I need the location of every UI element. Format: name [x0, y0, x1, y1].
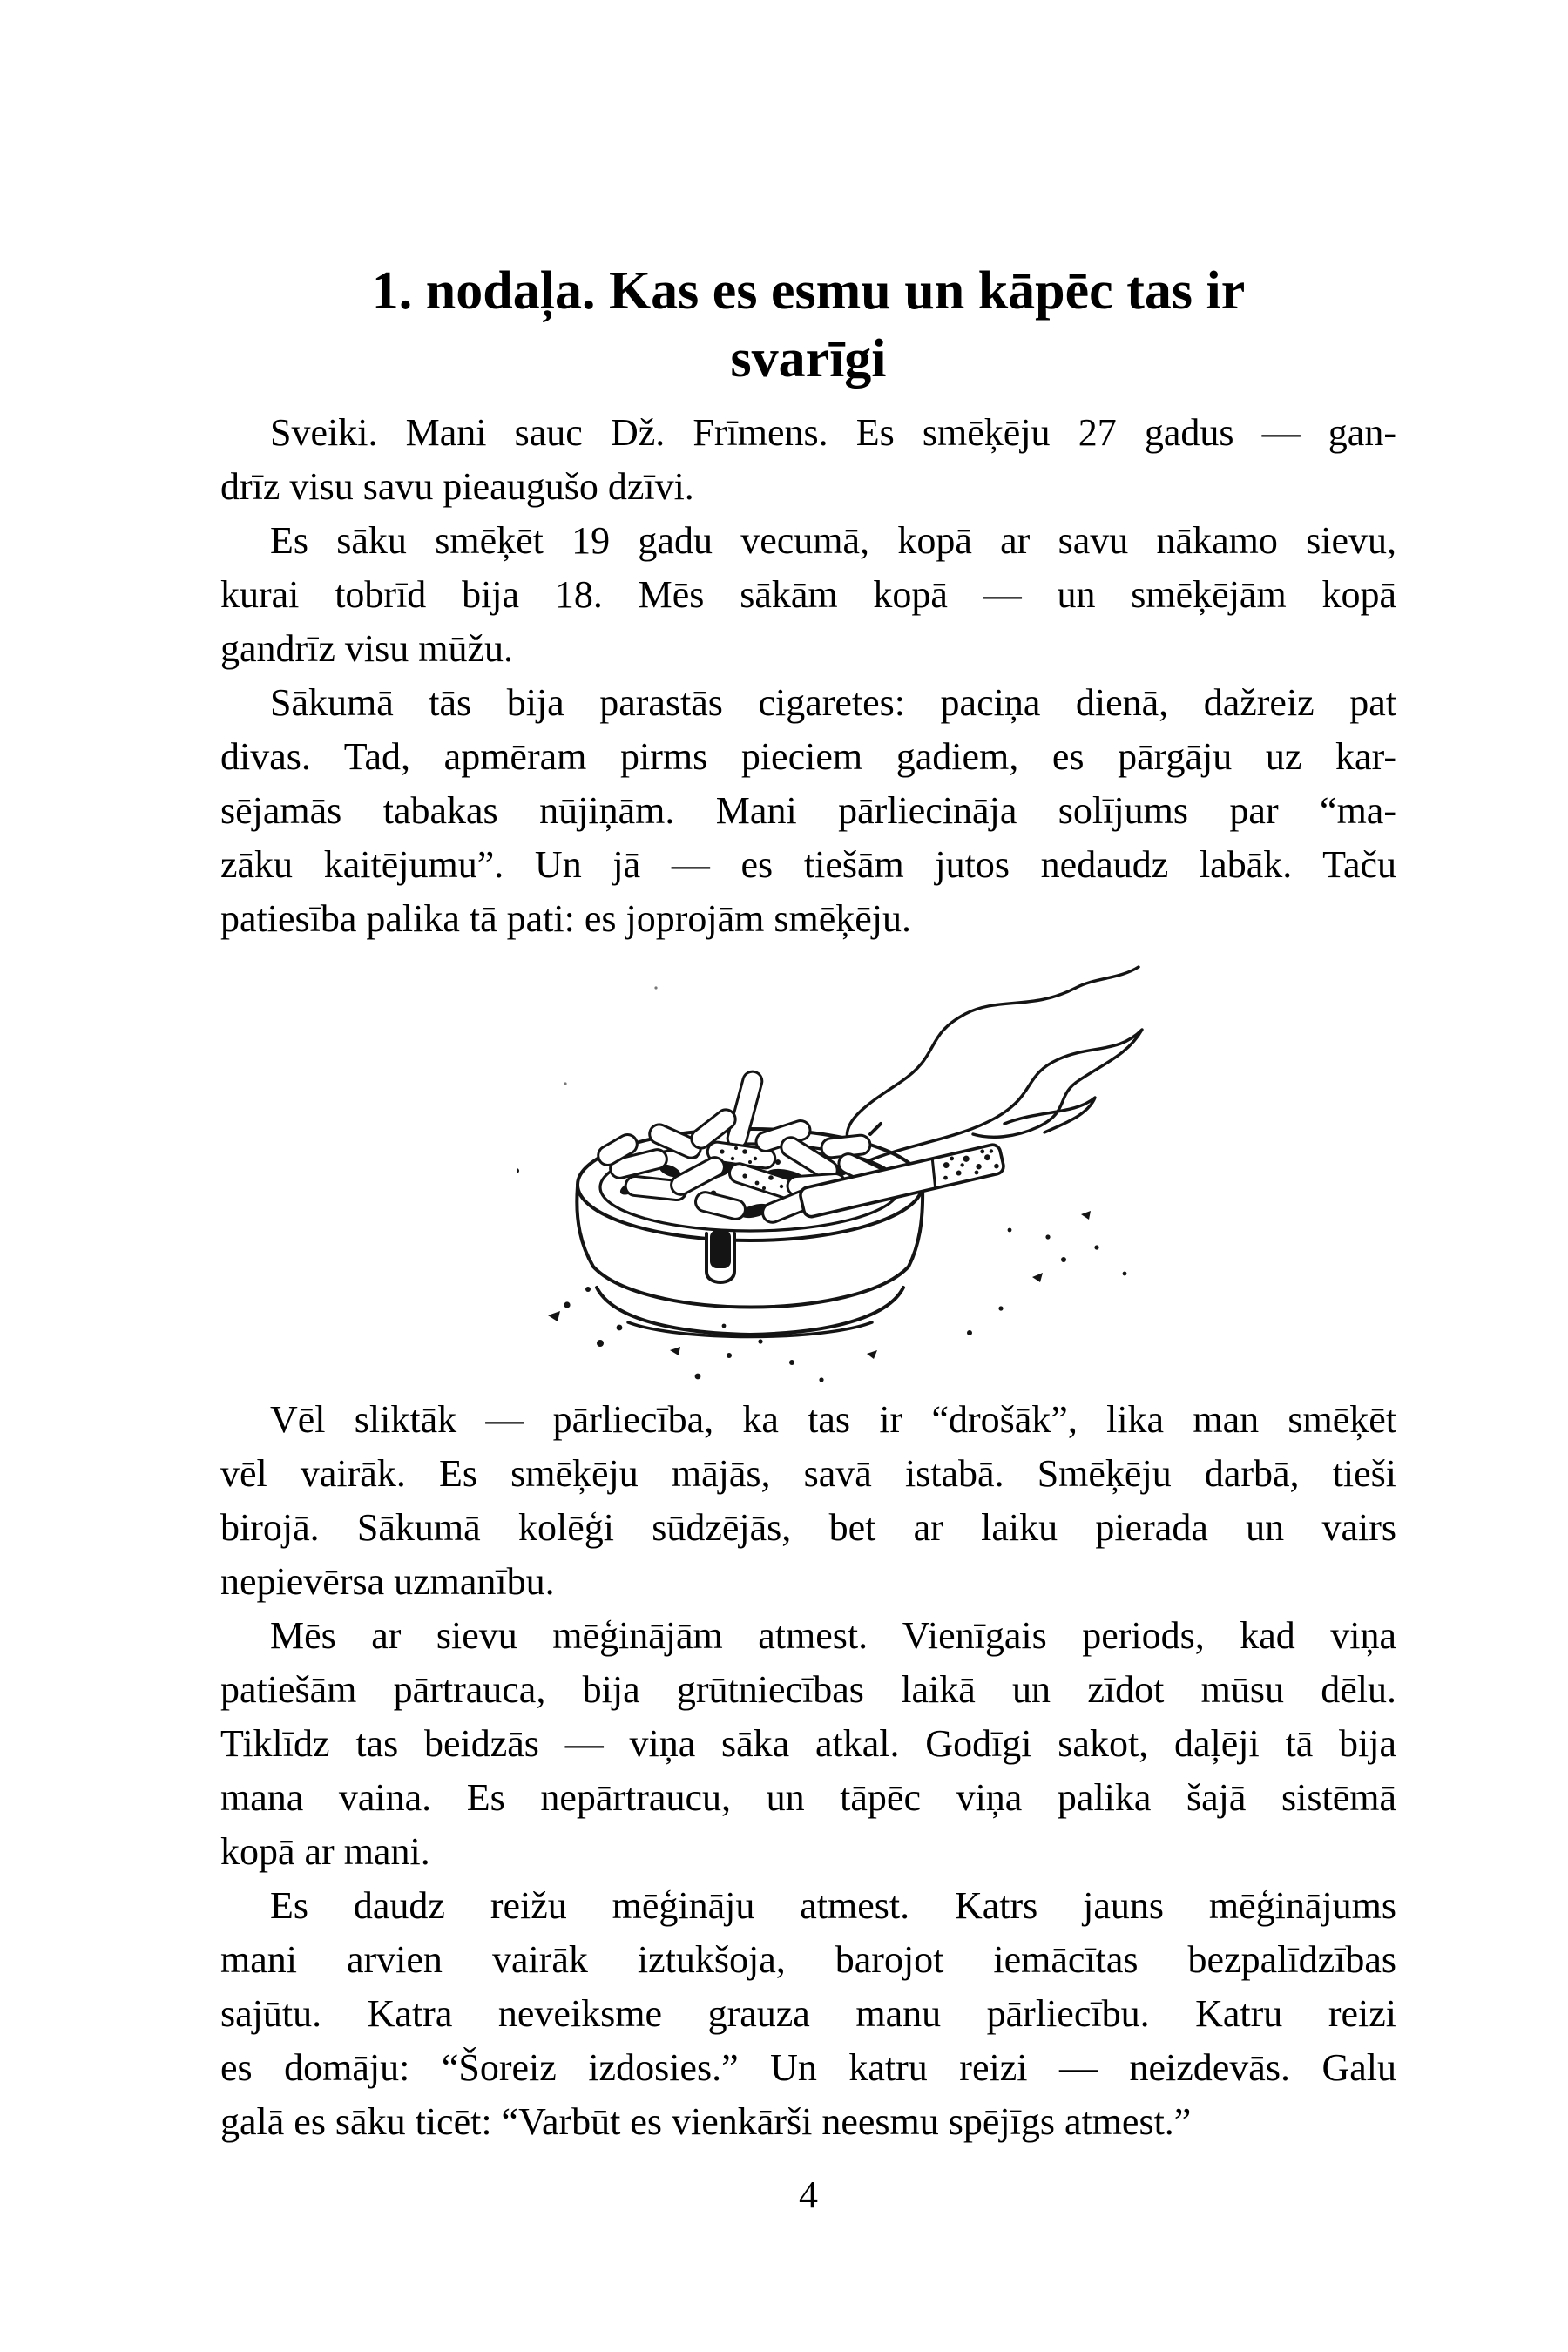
text-line: zāku kaitējumu”. Un jā — es tiešām jutos nedaudz labāk. Taču — [220, 843, 1396, 886]
ash-specks — [548, 1211, 1126, 1382]
text-line: es domāju: “Šoreiz izdosies.” Un katru reizi — neizdevās. Galu — [220, 2046, 1396, 2089]
text-line: kurai tobrīd bija 18. Mēs sākām kopā — un smēķējām kopā — [220, 573, 1396, 616]
text-line: mani arvien vairāk iztukšoja, barojot iemācītas bezpalīdzības — [220, 1938, 1396, 1981]
body-text — [220, 406, 1396, 2149]
text-line: vēl vairāk. Es smēķēju mājās, savā istabā. Smēķēju darbā, tieši — [220, 1452, 1396, 1495]
ashtray-illustration — [517, 953, 1161, 1393]
text-line: nepievērsa uzmanību. — [220, 1560, 555, 1603]
text-line: Es sāku smēķēt 19 gadu vecumā, kopā ar savu nākamo sievu, — [270, 519, 1396, 562]
smoke-icon — [839, 967, 1142, 1173]
front-notch-butt — [706, 1230, 734, 1282]
text-line: sajūtu. Katra neveiksme grauza manu pārliecību. Katru reizi — [220, 1992, 1396, 2035]
text-line: galā es sāku ticēt: “Varbūt es vienkārši neesmu spējīgs atmest.” — [220, 2100, 1192, 2143]
text-line: mana vaina. Es nepārtraucu, un tāpēc viņa palika šajā sistēmā — [220, 1776, 1396, 1819]
book-page — [220, 0, 1396, 2222]
ashtray-drawing — [517, 953, 1161, 1393]
paragraph — [220, 676, 1396, 946]
text-line: Tiklīdz tas beidzās — viņa sāka atkal. Godīgi sakot, daļēji tā bija — [220, 1722, 1396, 1765]
text-line: gandrīz visu mūžu. — [220, 627, 514, 670]
text-line: kopā ar mani. — [220, 1830, 430, 1873]
chapter-title-line-1: 1. nodaļa. Kas es esmu un kāpēc tas ir — [371, 261, 1246, 321]
page-footer — [220, 2168, 1396, 2222]
page-number: 4 — [799, 2173, 818, 2216]
text-line: Es daudz reižu mēģināju atmest. Katrs jauns mēģinājums — [270, 1884, 1396, 1927]
text-line: Sveiki. Mani sauc Dž. Frīmens. Es smēķēju 27 gadus — gan- — [270, 411, 1396, 454]
paragraph — [220, 1393, 1396, 1609]
paragraph — [220, 1879, 1396, 2149]
paragraph — [220, 1609, 1396, 1879]
text-line: patiešām pārtrauca, bija grūtniecības laikā un zīdot mūsu dēlu. — [220, 1668, 1396, 1711]
text-line: birojā. Sākumā kolēģi sūdzējās, bet ar laiku pierada un vairs — [220, 1506, 1396, 1549]
chapter-title-line-2: svarīgi — [730, 329, 887, 389]
text-line: patiesība palika tā pati: es joprojām smēķēju. — [220, 897, 911, 940]
text-line: divas. Tad, apmēram pirms pieciem gadiem, es pārgāju uz kar- — [220, 735, 1396, 778]
text-line: sējamās tabakas nūjiņām. Mani pārliecināja solījums par “ma- — [220, 789, 1396, 832]
chapter-title — [220, 257, 1396, 393]
text-line: Sākumā tās bija parastās cigaretes: paciņa dienā, dažreiz pat — [270, 681, 1396, 724]
paragraphs-below-illustration — [220, 1393, 1396, 2149]
paragraph — [220, 406, 1396, 514]
text-line: Mēs ar sievu mēģinājām atmest. Vienīgais periods, kad viņa — [270, 1614, 1396, 1657]
text-line: drīz visu savu pieaugušo dzīvi. — [220, 465, 694, 508]
text-line: Vēl sliktāk — pārliecība, ka tas ir “drošāk”, lika man smēķēt — [270, 1398, 1396, 1441]
paragraph — [220, 514, 1396, 676]
paragraphs-above-illustration — [220, 406, 1396, 946]
